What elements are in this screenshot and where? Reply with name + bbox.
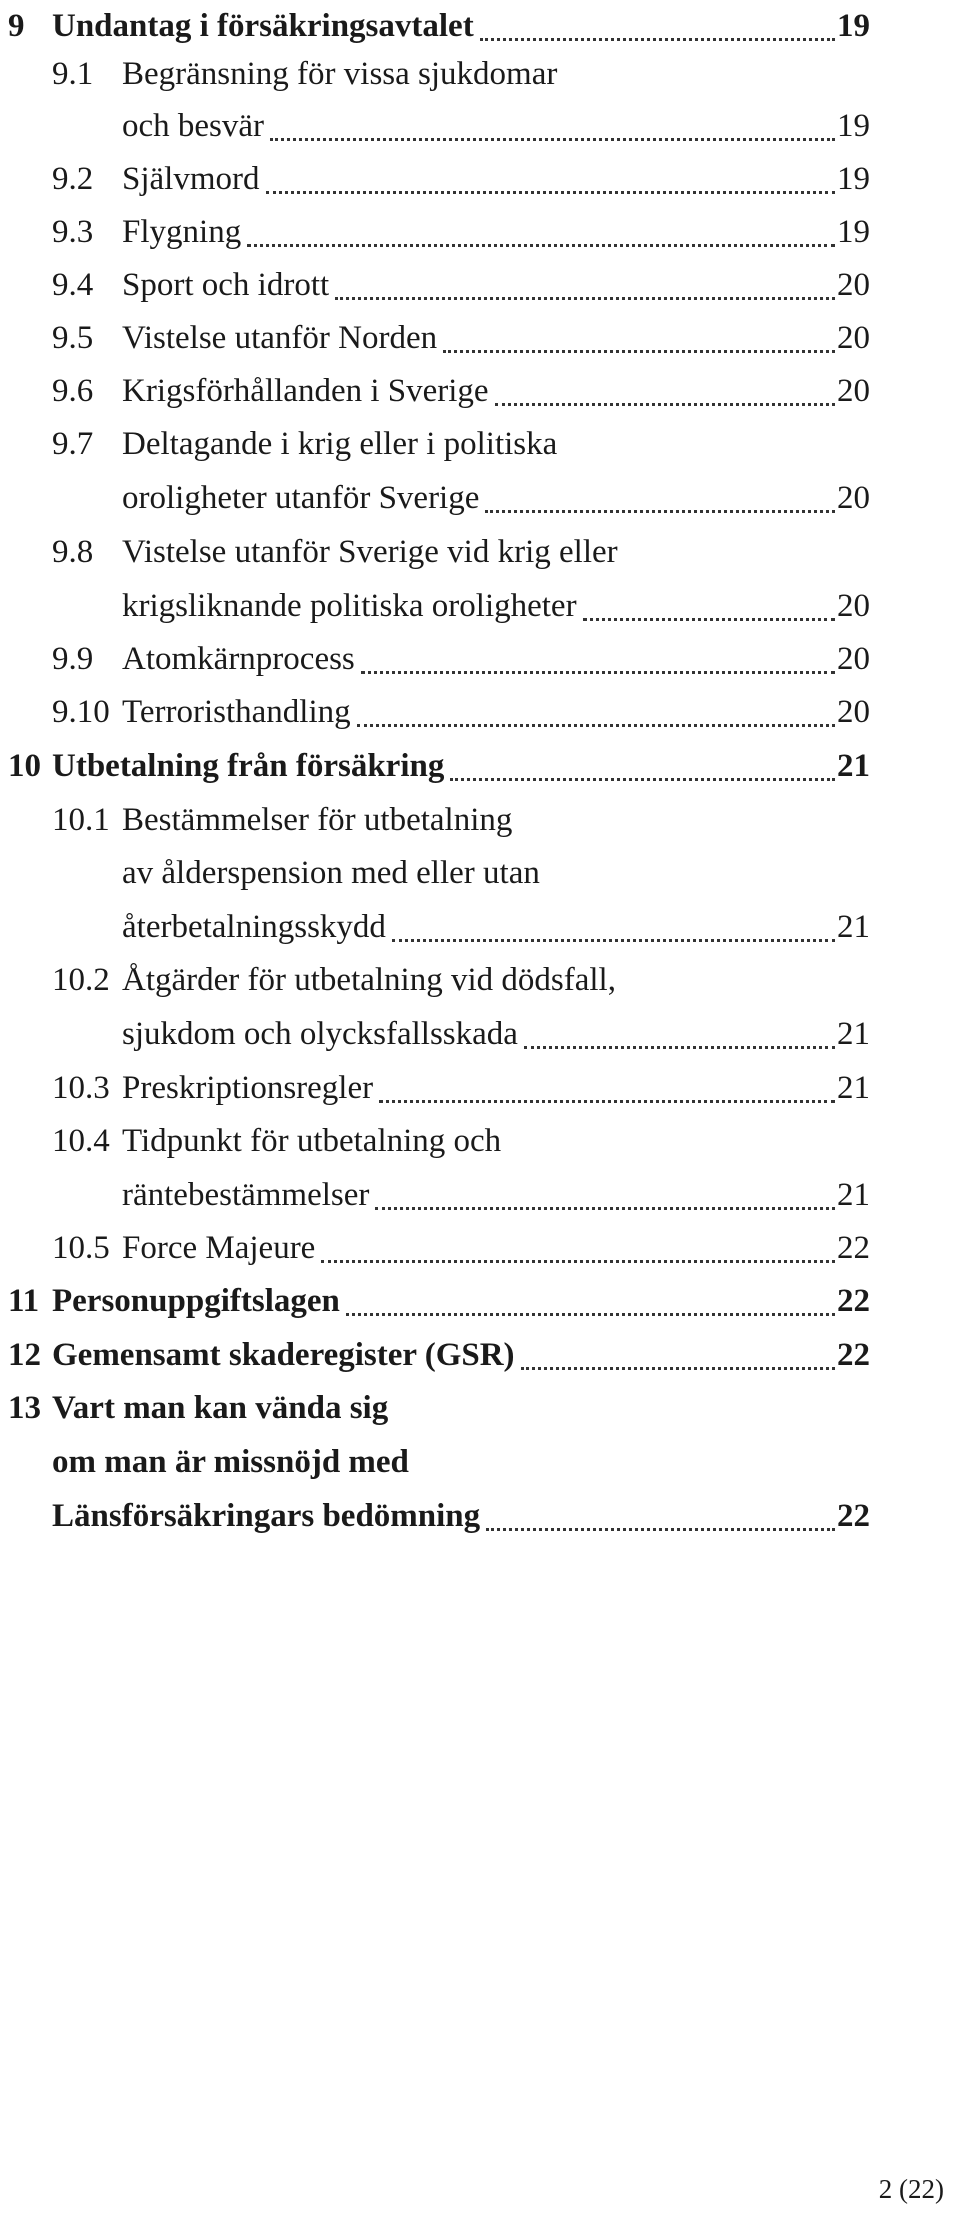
toc-page-number: 21: [837, 748, 870, 784]
toc-title-continuation: räntebestämmelser: [122, 1177, 370, 1213]
toc-page-number: 20: [837, 373, 870, 409]
toc-title: Vart man kan vända sig: [52, 1390, 389, 1426]
leader-dots: [485, 510, 835, 513]
toc-entry-13-cont[interactable]: [0, 1436, 870, 1489]
toc-entry-9-7[interactable]: [0, 418, 870, 471]
toc-title-continuation: sjukdom och olycksfallsskada: [122, 1016, 518, 1052]
toc-number: 9.5: [52, 320, 94, 356]
toc-title: Utbetalning från försäkring: [52, 748, 445, 784]
toc-title-continuation: Länsförsäkringars bedömning: [52, 1498, 481, 1534]
toc-number: 10.3: [52, 1070, 110, 1106]
leader-dots: [583, 618, 835, 621]
toc-title: Åtgärder för utbetalning vid dödsfall,: [122, 962, 616, 998]
toc-title-continuation: återbetalningsskydd: [122, 909, 386, 945]
toc-entry-9-3[interactable]: [0, 206, 870, 259]
toc-title-continuation: oroligheter utanför Sverige: [122, 480, 480, 516]
toc-page-number: 22: [837, 1230, 870, 1266]
toc-entry-9-8-cont[interactable]: [0, 580, 870, 633]
toc-page-number: 21: [837, 1177, 870, 1213]
toc-page-number: 20: [837, 641, 870, 677]
leader-dots: [495, 403, 835, 406]
toc-number: 10.4: [52, 1123, 110, 1159]
toc-entry-10-5[interactable]: [0, 1222, 870, 1275]
toc-page-number: 20: [837, 320, 870, 356]
toc-title: Sport och idrott: [122, 267, 330, 303]
leader-dots: [480, 38, 835, 41]
toc-entry-10-3[interactable]: [0, 1062, 870, 1115]
toc-number: 9.3: [52, 214, 94, 250]
toc-title-continuation: av ålderspension med eller utan: [122, 855, 540, 891]
toc-title: Preskriptionsregler: [122, 1070, 374, 1106]
toc-number: 11: [8, 1283, 40, 1319]
leader-dots: [361, 671, 835, 674]
toc-entry-9-1[interactable]: [0, 48, 870, 101]
toc-title: Atomkärnprocess: [122, 641, 355, 677]
toc-number: 10: [8, 748, 41, 784]
toc-entry-9-8[interactable]: [0, 526, 870, 579]
toc-entry-9-9[interactable]: [0, 633, 870, 686]
toc-page-number: 22: [837, 1283, 870, 1319]
toc-number: 9.9: [52, 641, 94, 677]
leader-dots: [392, 939, 835, 942]
toc-page-number: 21: [837, 1016, 870, 1052]
toc-entry-9-6[interactable]: [0, 365, 870, 418]
toc-title-continuation: och besvär: [122, 108, 265, 144]
toc-entry-9[interactable]: [0, 0, 870, 53]
toc-page-number: 20: [837, 480, 870, 516]
leader-dots: [375, 1207, 835, 1210]
leader-dots: [357, 724, 835, 727]
page-indicator: 2 (22): [878, 2174, 944, 2204]
toc-title: Krigsförhållanden i Sverige: [122, 373, 489, 409]
toc-entry-10-4-cont[interactable]: [0, 1169, 870, 1222]
leader-dots: [379, 1100, 835, 1103]
toc-title: Deltagande i krig eller i politiska: [122, 426, 558, 462]
toc-page-number: 21: [837, 909, 870, 945]
toc-number: 9.6: [52, 373, 94, 409]
toc-page-number: 22: [837, 1498, 870, 1534]
toc-page-number: 19: [837, 161, 870, 197]
toc-entry-10-2[interactable]: [0, 954, 870, 1007]
toc-number: 10.2: [52, 962, 110, 998]
toc-page-number: 21: [837, 1070, 870, 1106]
toc-number: 12: [8, 1337, 41, 1373]
toc-page-number: 19: [837, 108, 870, 144]
toc-entry-11[interactable]: [0, 1275, 870, 1328]
toc-title: Bestämmelser för utbetalning: [122, 802, 513, 838]
toc-number: 9.7: [52, 426, 94, 462]
leader-dots: [346, 1313, 835, 1316]
toc-number: 13: [8, 1390, 41, 1426]
toc-title: Force Majeure: [122, 1230, 316, 1266]
toc-entry-10-1[interactable]: [0, 794, 870, 847]
toc-title: Undantag i försäkringsavtalet: [52, 8, 474, 44]
toc-entry-9-7-cont[interactable]: [0, 472, 870, 525]
toc-title: Terroristhandling: [122, 694, 351, 730]
toc-entry-10-1-cont2[interactable]: [0, 901, 870, 954]
leader-dots: [486, 1528, 835, 1531]
toc-number: 10.1: [52, 802, 110, 838]
toc-entry-10-2-cont[interactable]: [0, 1008, 870, 1061]
toc-page-number: 20: [837, 588, 870, 624]
toc-entry-9-10[interactable]: [0, 686, 870, 739]
leader-dots: [524, 1046, 835, 1049]
leader-dots: [266, 191, 836, 194]
toc-number: 9: [8, 8, 25, 44]
toc-page-number: 22: [837, 1337, 870, 1373]
toc-page-number: 19: [837, 214, 870, 250]
toc-entry-9-2[interactable]: [0, 153, 870, 206]
toc-number: 9.1: [52, 56, 94, 92]
toc-title: Vistelse utanför Norden: [122, 320, 438, 356]
leader-dots: [335, 297, 835, 300]
leader-dots: [521, 1367, 835, 1370]
toc-entry-10-1-cont[interactable]: [0, 847, 870, 900]
toc-entry-10[interactable]: [0, 740, 870, 793]
toc-title-continuation: om man är missnöjd med: [52, 1444, 409, 1480]
toc-page-number: 20: [837, 694, 870, 730]
toc-number: 10.5: [52, 1230, 110, 1266]
toc-title: Flygning: [122, 214, 242, 250]
toc-entry-9-5[interactable]: [0, 312, 870, 365]
toc-entry-13[interactable]: [0, 1382, 870, 1435]
leader-dots: [247, 244, 835, 247]
toc-title-continuation: krigsliknande politiska oroligheter: [122, 588, 577, 624]
toc-page-number: 20: [837, 267, 870, 303]
toc-entry-9-4[interactable]: [0, 259, 870, 312]
leader-dots: [270, 138, 835, 141]
toc-entry-12[interactable]: [0, 1329, 870, 1382]
toc-number: 9.10: [52, 694, 110, 730]
toc-number: 9.2: [52, 161, 94, 197]
toc-title: Begränsning för vissa sjukdomar: [122, 56, 558, 92]
leader-dots: [443, 350, 835, 353]
toc-entry-9-1-cont[interactable]: [0, 100, 870, 153]
toc-entry-13-cont2[interactable]: [0, 1490, 870, 1543]
toc-title: Gemensamt skaderegister (GSR): [52, 1337, 515, 1373]
leader-dots: [321, 1260, 835, 1263]
toc-title: Självmord: [122, 161, 260, 197]
leader-dots: [450, 778, 835, 781]
toc-entry-10-4[interactable]: [0, 1115, 870, 1168]
toc-title: Tidpunkt för utbetalning och: [122, 1123, 502, 1159]
toc-number: 9.8: [52, 534, 94, 570]
toc-number: 9.4: [52, 267, 94, 303]
toc-title: Vistelse utanför Sverige vid krig eller: [122, 534, 618, 570]
toc-page-number: 19: [837, 8, 870, 44]
toc-title: Personuppgiftslagen: [52, 1283, 340, 1319]
